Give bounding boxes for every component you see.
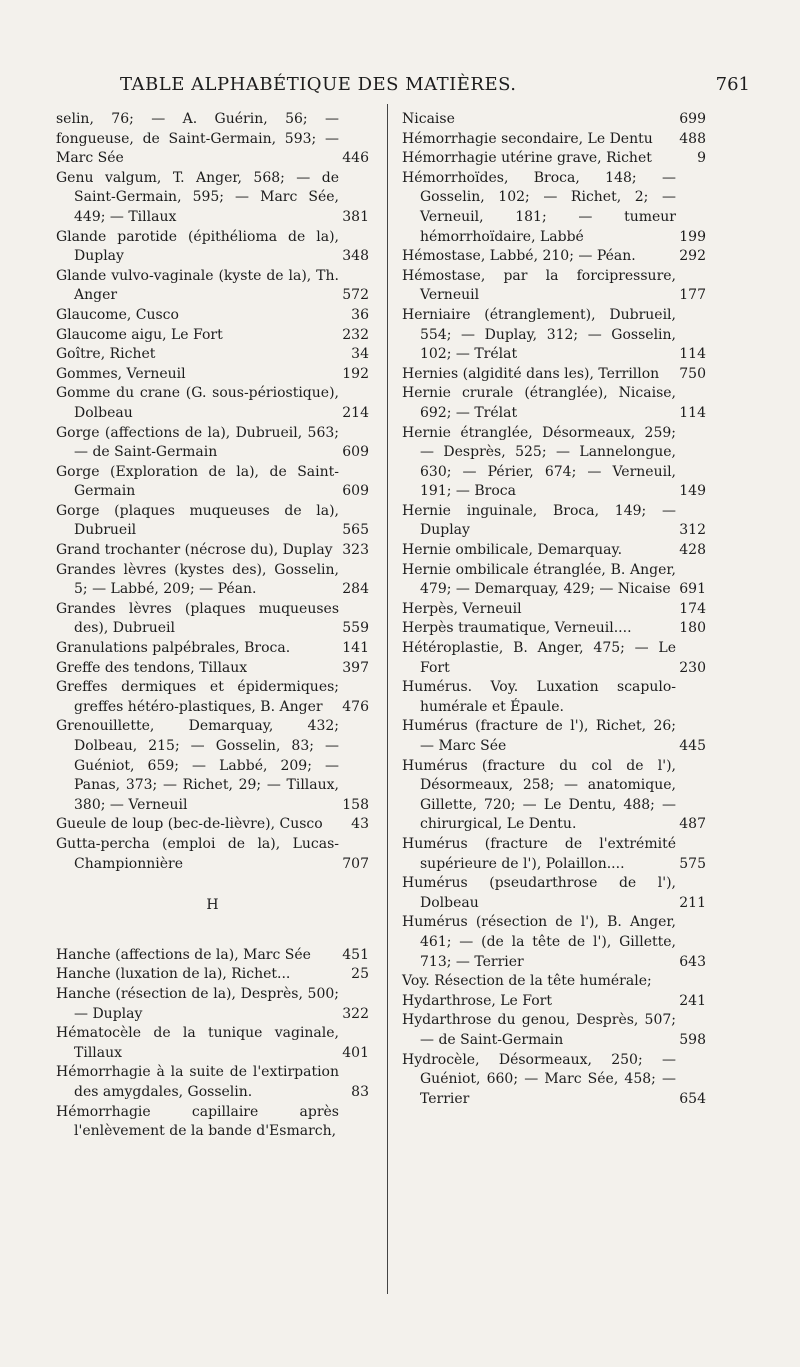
entry-text: Humérus (fracture de l'extrémité supérieure de l'), Polaillon.... bbox=[402, 835, 676, 872]
index-entry bbox=[402, 600, 706, 620]
entry-page-number: 707 bbox=[342, 855, 369, 872]
index-entry bbox=[402, 1011, 706, 1050]
entry-page-number: 381 bbox=[342, 208, 369, 225]
index-entry bbox=[402, 169, 706, 247]
entry-text: Hanche (affections de la), Marc Sée bbox=[56, 946, 311, 963]
index-entry bbox=[56, 717, 369, 815]
entry-text: Glande vulvo-vaginale (kyste de la), Th. Anger bbox=[56, 267, 339, 304]
entry-page-number: 428 bbox=[679, 542, 706, 559]
running-title: TABLE ALPHABÉTIQUE DES MATIÈRES. bbox=[120, 74, 517, 95]
entry-page-number: 654 bbox=[679, 1090, 706, 1107]
entry-text: Genu valgum, T. Anger, 568; — de Saint-Germain, 595; — Marc Sée, 449; — Tillaux bbox=[56, 169, 339, 225]
index-entry bbox=[402, 1051, 706, 1110]
entry-page-number: 312 bbox=[679, 522, 706, 539]
entry-page-number: 401 bbox=[342, 1044, 369, 1061]
section-letter-heading: H bbox=[206, 897, 219, 914]
entry-text: Humérus (fracture du col de l'), Désormeaux, 258; — anatomique, Gillette, 720; — Le Dentu, 488; — chirurgical, Le Dentu. bbox=[402, 757, 676, 833]
entry-text: Hernie étranglée, Désormeaux, 259; — Desprès, 525; — Lannelongue, 630; — Périer, 674; — Verneuil, 191; — Broca bbox=[402, 424, 676, 500]
index-entry bbox=[402, 306, 706, 365]
entry-page-number: 230 bbox=[679, 659, 706, 676]
index-entry bbox=[56, 345, 369, 365]
index-entry bbox=[402, 835, 706, 874]
entry-page-number: 158 bbox=[342, 796, 369, 813]
index-entry bbox=[56, 1024, 369, 1063]
left-column bbox=[56, 110, 369, 1142]
entry-text: Greffe des tendons, Tillaux bbox=[56, 659, 248, 676]
entry-page-number: 322 bbox=[342, 1005, 369, 1022]
entry-page-number: 177 bbox=[679, 287, 706, 304]
entry-text: Hydarthrose, Le Fort bbox=[402, 992, 552, 1009]
entry-page-number: 446 bbox=[342, 150, 369, 167]
entry-page-number: 174 bbox=[679, 600, 706, 617]
index-entry bbox=[402, 424, 706, 502]
entry-text: Nicaise bbox=[402, 111, 455, 127]
index-entry bbox=[402, 110, 706, 130]
page-header bbox=[0, 74, 800, 104]
entry-page-number: 149 bbox=[679, 483, 706, 500]
entry-page-number: 34 bbox=[351, 346, 369, 363]
entry-text: Hémorrhagie utérine grave, Richet bbox=[402, 150, 652, 167]
entry-page-number: 575 bbox=[679, 855, 706, 872]
entry-text: Gueule de loup (bec-de-lièvre), Cusco bbox=[56, 816, 323, 833]
entry-page-number: 292 bbox=[679, 248, 706, 265]
index-entry bbox=[402, 561, 706, 600]
index-entry bbox=[402, 757, 706, 835]
index-entry bbox=[56, 169, 369, 228]
entry-text: Hydrocèle, Désormeaux, 250; — Guéniot, 660; — Marc Sée, 458; — Terrier bbox=[402, 1051, 676, 1107]
entry-page-number: 488 bbox=[679, 130, 706, 147]
index-entry bbox=[402, 874, 706, 913]
entry-page-number: 36 bbox=[351, 306, 369, 323]
index-entry bbox=[402, 972, 706, 992]
index-entry bbox=[402, 267, 706, 306]
index-entry bbox=[56, 541, 369, 561]
entry-text: Goître, Richet bbox=[56, 346, 156, 363]
index-entry bbox=[402, 992, 706, 1012]
entry-text: Grenouillette, Demarquay, 432; Dolbeau, 215; — Gosselin, 83; — Guéniot, 659; — Labbé, 209; — Panas, 373; — Richet, 29; — Tillaux, 380; — Verneuil bbox=[56, 718, 339, 813]
entry-text: Hanche (luxation de la), Richet... bbox=[56, 966, 291, 983]
entry-page-number: 25 bbox=[351, 966, 369, 983]
entry-page-number: 451 bbox=[342, 946, 369, 963]
entry-page-number: 445 bbox=[679, 738, 706, 754]
index-entry bbox=[56, 639, 369, 659]
index-entry bbox=[56, 561, 369, 600]
entry-page-number: 750 bbox=[679, 365, 706, 382]
index-entry bbox=[402, 913, 706, 972]
index-entry bbox=[56, 228, 369, 267]
entry-page-number: 199 bbox=[679, 228, 706, 245]
entry-text: Humérus (pseudarthrose de l'), Dolbeau bbox=[402, 875, 676, 911]
entry-page-number: 348 bbox=[342, 248, 369, 265]
index-entry bbox=[402, 247, 706, 267]
entry-page-number: 323 bbox=[342, 542, 369, 559]
index-entry bbox=[56, 502, 369, 541]
index-entry bbox=[56, 815, 369, 835]
index-entry bbox=[402, 619, 706, 639]
index-entry bbox=[56, 946, 369, 966]
index-entry bbox=[402, 502, 706, 541]
entry-text: Hémostase, par la forcipressure, Verneuil bbox=[402, 267, 676, 304]
entry-page-number: 284 bbox=[342, 581, 369, 598]
entry-text: Hémorrhagie secondaire, Le Dentu bbox=[402, 130, 653, 147]
index-entry bbox=[56, 835, 369, 874]
entry-text: Hématocèle de la tunique vaginale, Tillaux bbox=[56, 1025, 339, 1061]
entry-text: Hétéroplastie, B. Anger, 475; — Le Fort bbox=[402, 640, 676, 676]
entry-text: Humérus (résection de l'), B. Anger, 461; — (de la tête de l'), Gillette, 713; — Terrier bbox=[402, 914, 676, 970]
entry-page-number: 114 bbox=[679, 346, 706, 363]
index-entry bbox=[56, 463, 369, 502]
index-entry bbox=[402, 365, 706, 385]
entry-page-number: 476 bbox=[342, 698, 369, 715]
entry-text: Greffes dermiques et épidermiques; greffes hétéro-plastiques, B. Anger bbox=[56, 679, 339, 715]
entry-page-number: 609 bbox=[342, 444, 369, 461]
entry-page-number: 83 bbox=[351, 1083, 369, 1100]
entry-text: Hernie crurale (étranglée), Nicaise, 692; — Trélat bbox=[402, 385, 676, 421]
entry-page-number: 9 bbox=[697, 150, 706, 167]
index-entry bbox=[402, 384, 706, 423]
entry-page-number: 43 bbox=[351, 816, 369, 833]
entry-text: Herpès traumatique, Verneuil.... bbox=[402, 620, 632, 637]
entry-text: Hernie ombilicale étranglée, B. Anger, 479; — Demarquay, 429; — Nicaise bbox=[402, 561, 676, 598]
entry-text: Gomme du crane (G. sous-périostique), Dolbeau bbox=[56, 385, 339, 421]
entry-text: Gorge (affections de la), Dubrueil, 563; — de Saint-Germain bbox=[56, 424, 339, 461]
entry-page-number: 214 bbox=[342, 404, 369, 421]
entry-text: Grandes lèvres (plaques muqueuses des), Dubrueil bbox=[56, 600, 339, 637]
index-entry bbox=[56, 267, 369, 306]
column-divider bbox=[387, 104, 388, 1294]
index-entry bbox=[56, 965, 369, 985]
index-entry bbox=[402, 130, 706, 150]
right-column bbox=[402, 110, 706, 1109]
index-entry bbox=[402, 639, 706, 678]
entry-text: Glaucome, Cusco bbox=[56, 306, 179, 323]
index-entry bbox=[56, 384, 369, 423]
entry-page-number: 180 bbox=[679, 620, 706, 637]
entry-page-number: 572 bbox=[342, 287, 369, 304]
entry-page-number: 598 bbox=[679, 1031, 706, 1048]
entry-text: Gorge (plaques muqueuses de la), Dubrueil bbox=[56, 502, 339, 539]
entry-page-number: 609 bbox=[342, 483, 369, 500]
entry-text: Hémostase, Labbé, 210; — Péan. bbox=[402, 248, 636, 265]
entry-text: Grand trochanter (nécrose du), Duplay bbox=[56, 542, 333, 559]
entry-text: Hémorrhoïdes, Broca, 148; — Gosselin, 102; — Richet, 2; — Verneuil, 181; — tumeur hémorrhoïdaire, Labbé bbox=[402, 169, 676, 245]
entry-text: Glande parotide (épithélioma de la), Duplay bbox=[56, 228, 339, 265]
entry-page-number: 114 bbox=[679, 404, 706, 421]
entry-text: Gutta-percha (emploi de la), Lucas-Championnière bbox=[56, 835, 339, 872]
entry-text: Herpès, Verneuil bbox=[402, 600, 522, 617]
entry-text: Humérus (fracture de l'), Richet, 26; — Marc Sée bbox=[402, 718, 676, 754]
entry-text: Herniaire (étranglement), Dubrueil, 554; — Duplay, 312; — Gosselin, 102; — Trélat bbox=[402, 306, 676, 363]
index-entry bbox=[56, 110, 369, 169]
entry-page-number: 643 bbox=[679, 953, 706, 970]
index-entry bbox=[402, 149, 706, 169]
page-number: 761 bbox=[715, 74, 750, 95]
entry-text: selin, 76; — A. Guérin, 56; — fongueuse, de Saint-Germain, 593; — Marc Sée bbox=[56, 111, 339, 167]
entry-page-number: 241 bbox=[679, 992, 706, 1009]
entry-text: Gorge (Exploration de la), de Saint-Germain bbox=[56, 463, 339, 500]
entry-page-number: 192 bbox=[342, 365, 369, 382]
entry-text: Hanche (résection de la), Desprès, 500; — Duplay bbox=[56, 985, 339, 1022]
index-entry bbox=[56, 985, 369, 1024]
entry-text: Gommes, Verneuil bbox=[56, 365, 186, 382]
entry-page-number: 487 bbox=[679, 816, 706, 833]
entry-page-number: 565 bbox=[342, 522, 369, 539]
index-entry bbox=[56, 600, 369, 639]
entry-text: Hémorrhagie capillaire après l'enlèvement de la bande d'Esmarch, bbox=[56, 1103, 339, 1140]
entry-text: Voy. Résection de la tête humérale; bbox=[402, 973, 652, 990]
entry-text: Hernie inguinale, Broca, 149; — Duplay bbox=[402, 502, 676, 539]
index-entry bbox=[402, 717, 706, 756]
entry-text: Hydarthrose du genou, Desprès, 507; — de Saint-Germain bbox=[402, 1012, 676, 1048]
index-entry bbox=[402, 678, 706, 717]
index-entry bbox=[56, 1063, 369, 1102]
index-entry bbox=[402, 541, 706, 561]
entry-page-number: 699 bbox=[679, 111, 706, 127]
entry-page-number: 232 bbox=[342, 326, 369, 343]
entry-text: Hernie ombilicale, Demarquay. bbox=[402, 542, 623, 559]
index-entry bbox=[56, 659, 369, 679]
index-entry bbox=[56, 1103, 369, 1142]
entry-page-number: 211 bbox=[679, 894, 706, 911]
entry-text: Granulations palpébrales, Broca. bbox=[56, 640, 291, 657]
entry-page-number: 559 bbox=[342, 620, 369, 637]
entry-text: Hernies (algidité dans les), Terrillon bbox=[402, 365, 660, 382]
entry-text: Hémorrhagie à la suite de l'extirpation des amygdales, Gosselin. bbox=[56, 1064, 339, 1100]
entry-text: Glaucome aigu, Le Fort bbox=[56, 326, 223, 343]
index-entry bbox=[56, 306, 369, 326]
index-entry bbox=[56, 365, 369, 385]
index-entry bbox=[56, 326, 369, 346]
entry-text: Grandes lèvres (kystes des), Gosselin, 5; — Labbé, 209; — Péan. bbox=[56, 561, 339, 598]
entry-page-number: 691 bbox=[679, 581, 706, 598]
entry-page-number: 141 bbox=[342, 640, 369, 657]
entry-text: Humérus. Voy. Luxation scapulo-humérale et Épaule. bbox=[402, 679, 676, 715]
entry-page-number: 397 bbox=[342, 659, 369, 676]
index-entry bbox=[56, 678, 369, 717]
index-entry bbox=[56, 424, 369, 463]
